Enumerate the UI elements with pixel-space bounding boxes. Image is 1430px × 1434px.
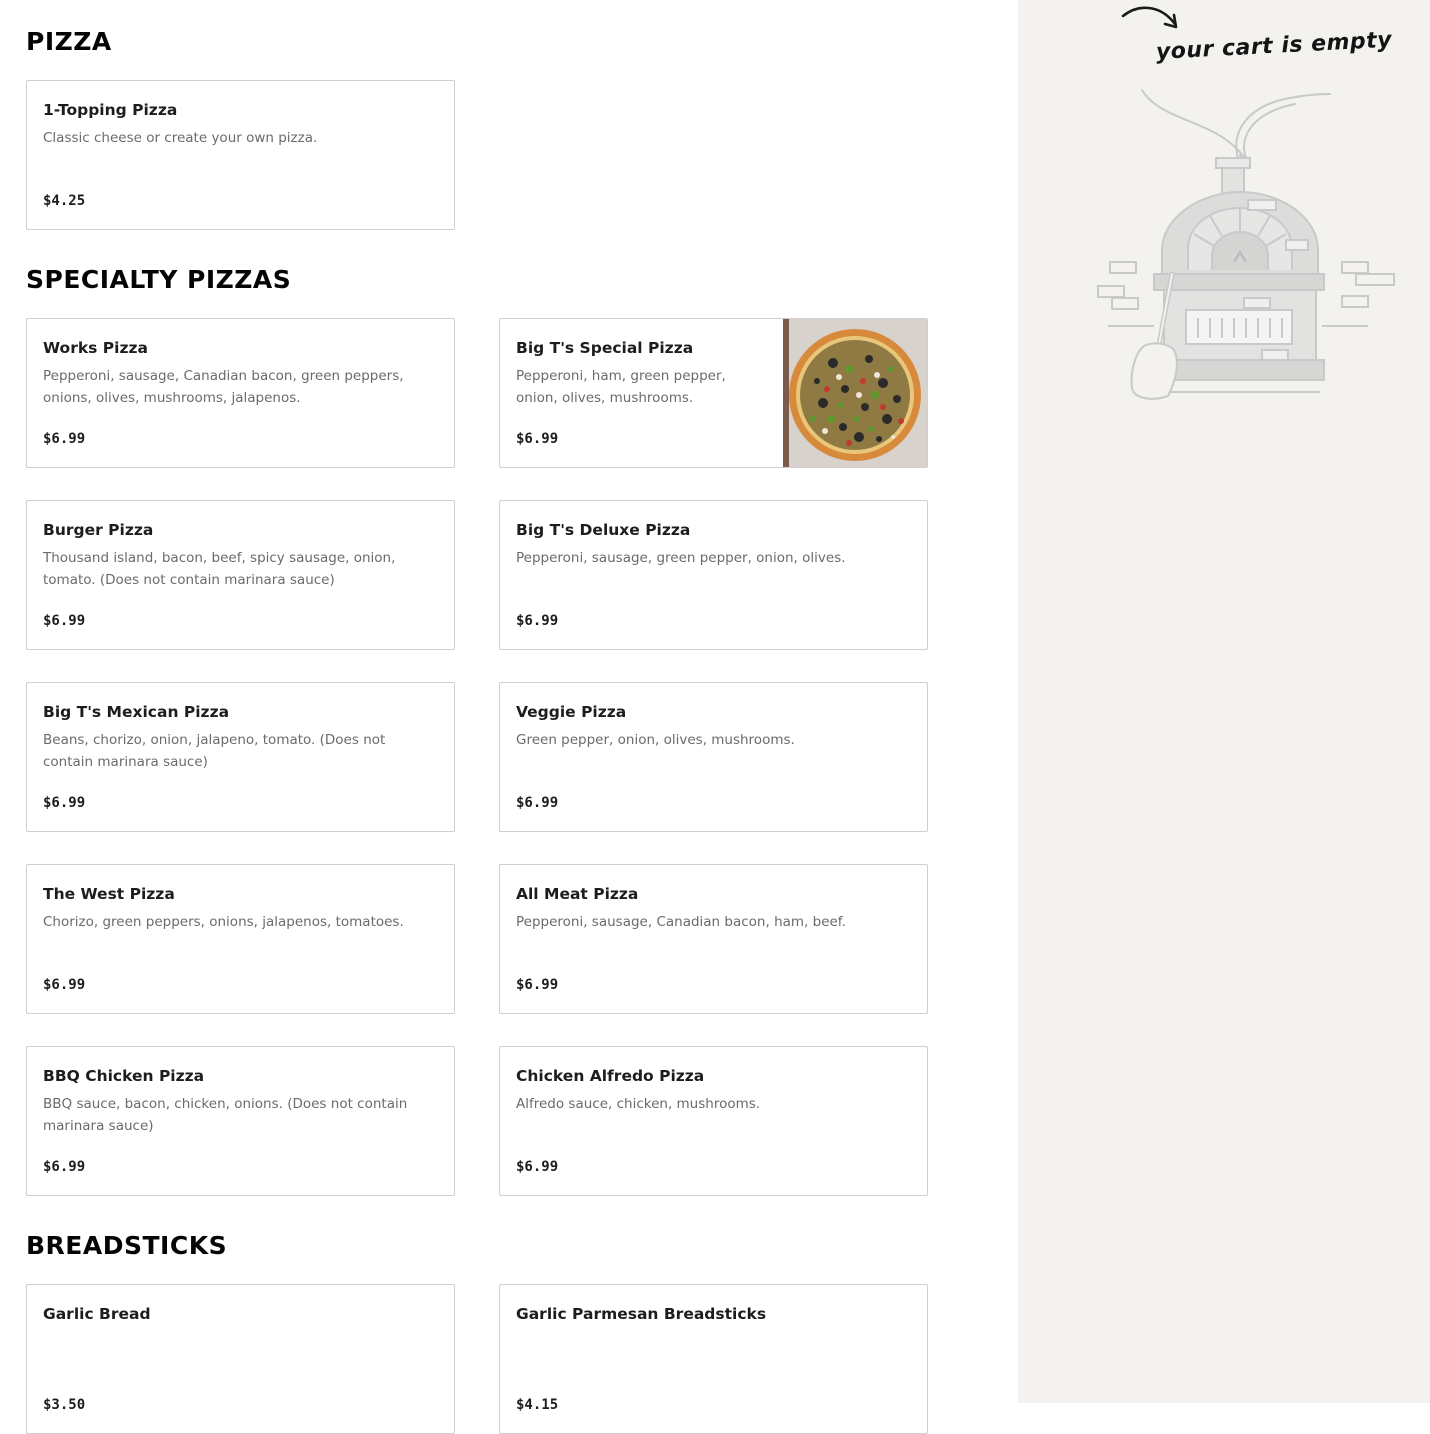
menu-item-card[interactable] (499, 682, 928, 832)
item-description: Pepperoni, sausage, green pepper, onion, olives. (516, 550, 846, 566)
item-price: $6.99 (516, 977, 559, 993)
item-description: Thousand island, bacon, beef, spicy sausage, onion, tomato. (Does not contain marinara sauce) (43, 550, 396, 588)
pizza-image (783, 319, 927, 467)
menu-item-card[interactable] (26, 80, 455, 230)
menu-item-card[interactable] (26, 318, 455, 468)
item-name: Works Pizza (43, 339, 148, 357)
curved-arrow-icon (1118, 0, 1188, 34)
menu-item-card[interactable] (26, 864, 455, 1014)
item-price: $4.25 (43, 193, 86, 209)
menu-item-card[interactable] (26, 682, 455, 832)
item-name: All Meat Pizza (516, 885, 639, 903)
item-price: $6.99 (43, 1159, 86, 1175)
item-description: Green pepper, onion, olives, mushrooms. (516, 732, 795, 748)
menu-item-card[interactable] (499, 1284, 928, 1434)
item-name: Big T's Deluxe Pizza (516, 521, 691, 539)
section-title-pizza: PIZZA (26, 27, 112, 56)
menu-item-card[interactable] (499, 864, 928, 1014)
item-description: Classic cheese or create your own pizza. (43, 130, 318, 146)
item-name: BBQ Chicken Pizza (43, 1067, 205, 1085)
item-name: Veggie Pizza (516, 703, 627, 721)
section-title-breadsticks: BREADSTICKS (26, 1231, 228, 1260)
item-description: Beans, chorizo, onion, jalapeno, tomato. (Does not contain marinara sauce) (43, 732, 386, 770)
item-price: $6.99 (43, 795, 86, 811)
cart-empty-message: your cart is empty (1155, 27, 1393, 65)
menu-item-card[interactable] (499, 1046, 928, 1196)
pizza-oven-illustration (1090, 80, 1400, 410)
item-name: Big T's Special Pizza (516, 339, 694, 357)
menu-item-card[interactable] (26, 500, 455, 650)
item-price: $6.99 (43, 431, 86, 447)
item-price: $6.99 (43, 613, 86, 629)
menu-item-card[interactable] (26, 1046, 455, 1196)
item-price: $6.99 (43, 977, 86, 993)
menu-item-card[interactable] (499, 500, 928, 650)
item-description: Pepperoni, sausage, Canadian bacon, ham, beef. (516, 914, 846, 930)
menu-item-card[interactable] (26, 1284, 455, 1434)
item-name: Garlic Bread (43, 1305, 151, 1323)
item-price: $6.99 (516, 1159, 559, 1175)
item-description: Pepperoni, sausage, Canadian bacon, green peppers, onions, olives, mushrooms, jalapenos. (43, 368, 404, 406)
pizza-photo (783, 319, 927, 467)
item-description: Chorizo, green peppers, onions, jalapenos, tomatoes. (43, 914, 404, 930)
item-price: $3.50 (43, 1397, 86, 1413)
item-price: $6.99 (516, 431, 559, 447)
item-price: $6.99 (516, 613, 559, 629)
item-name: Burger Pizza (43, 521, 154, 539)
item-description: Alfredo sauce, chicken, mushrooms. (516, 1096, 761, 1112)
menu-item-card[interactable] (499, 318, 928, 468)
item-price: $4.15 (516, 1397, 559, 1413)
item-name: Big T's Mexican Pizza (43, 703, 230, 721)
section-title-specialty-pizzas: SPECIALTY PIZZAS (26, 265, 292, 294)
item-name: Garlic Parmesan Breadsticks (516, 1305, 767, 1323)
item-name: 1-Topping Pizza (43, 101, 178, 119)
item-price: $6.99 (516, 795, 559, 811)
item-description: Pepperoni, ham, green pepper, onion, olives, mushrooms. (516, 368, 726, 406)
item-name: The West Pizza (43, 885, 175, 903)
item-description: BBQ sauce, bacon, chicken, onions. (Does not contain marinara sauce) (43, 1096, 408, 1134)
item-name: Chicken Alfredo Pizza (516, 1067, 705, 1085)
